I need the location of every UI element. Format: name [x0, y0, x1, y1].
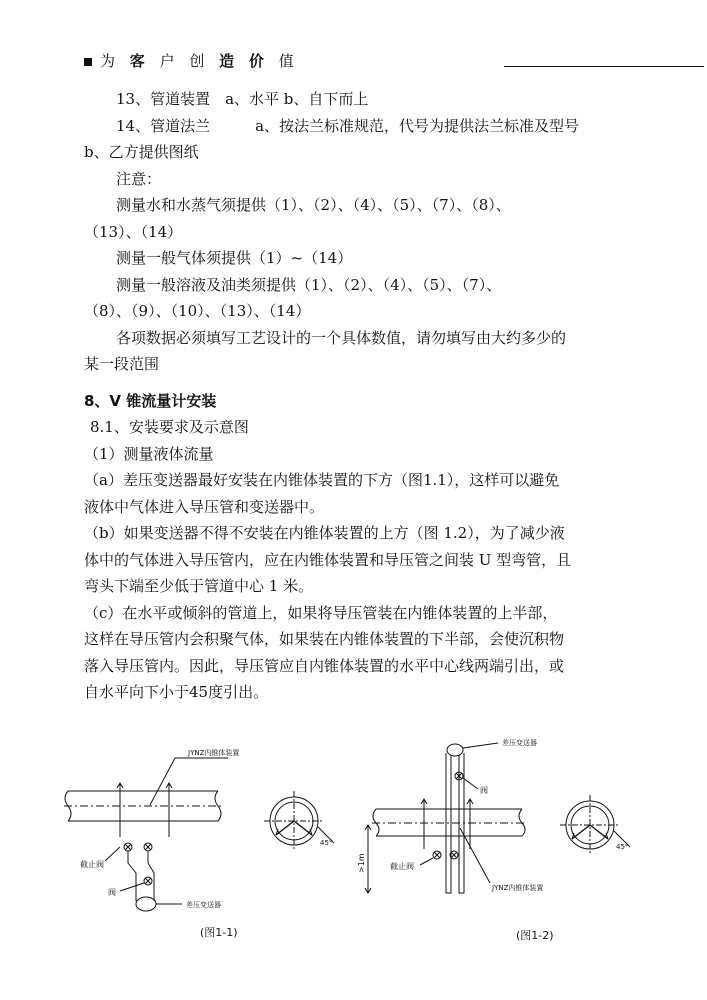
valve-mark	[434, 852, 440, 858]
valve-leader	[120, 883, 144, 891]
note-values-cont: 某一段范围	[84, 355, 160, 373]
note-gas: 测量一般气体须提供（1）~（14）	[116, 249, 353, 267]
cross-section-1	[264, 791, 334, 851]
note-values: 各项数据必须填写工艺设计的一个具体数值，请勿填写由大约多少的	[116, 328, 567, 347]
fig1-device-label: JYNZ内锥体装置	[188, 749, 240, 757]
note-water: 测量水和水蒸气须提供（1）、（2）、（4）、（5）、（7）、（8）、	[116, 196, 511, 214]
para-b-cont: 体中的气体进入导压管内，应在内锥体装置和导压管之间装 U 型弯管，且	[84, 550, 572, 569]
impulse-line-left	[128, 851, 136, 901]
fig1-valve: 阀	[108, 888, 116, 897]
slogan-part: 户 创	[149, 52, 220, 70]
fig1-caption: (图1-1)	[200, 926, 238, 939]
note-water-cont: （13）、（14）	[84, 222, 183, 241]
device-leader	[150, 758, 228, 805]
note-heading: 注意：	[116, 169, 162, 188]
para-c: （c）在水平或倾斜的管道上，如果将导压管装在内锥体装置的上半部，	[84, 603, 558, 622]
slogan-part: 造	[219, 52, 240, 70]
document-body	[84, 86, 632, 706]
section-8-title: 8、V 锥流量计安装	[84, 391, 217, 410]
slogan-part: 为	[100, 52, 130, 70]
item-13: 13、管道装置 a、水平 b、自下而上	[116, 90, 369, 108]
item-14-cont: b、乙方提供图纸	[84, 143, 199, 161]
arrow-head	[117, 783, 172, 788]
note-solution-cont: （8）、（9）、（10）、（13）、（14）	[84, 302, 311, 320]
installation-diagrams	[50, 733, 650, 953]
slogan-part: 价	[248, 52, 269, 70]
figure-1-2	[357, 738, 630, 942]
sub-1: （1）测量液体流量	[84, 444, 214, 463]
valve-leader	[420, 858, 433, 865]
para-b: （b）如果变送器不得不安装在内锥体装置的上方（图 1.2），为了减少液	[84, 524, 565, 542]
valve-mark	[145, 844, 151, 850]
transmitter	[447, 744, 463, 756]
header-rule	[504, 66, 704, 67]
note-solution: 测量一般溶液及油类须提供（1）、（2）、（4）、（5）、（7）、	[116, 275, 502, 294]
fig2-device-label: JYNZ内锥体装置	[492, 884, 544, 892]
valve-mark	[125, 844, 131, 850]
header-square-bullet	[84, 58, 92, 66]
fig2-stop-valve: 截止阀	[390, 862, 414, 871]
fig2-valve: 阀	[480, 786, 488, 795]
para-a: （a）差压变送器最好安装在内锥体装置的下方（图1.1），这样可以避免	[84, 471, 560, 489]
page-header	[84, 50, 624, 72]
para-c-cont: 这样在导压管内会积聚气体，如果装在内锥体装置的下半部，会使沉积物	[84, 630, 565, 648]
para-c-cont: 落入导压管内。因此，导压管应自内锥体装置的水平中心线两端引出，或	[84, 656, 565, 675]
fig1-transmitter: 差压变送器	[186, 901, 221, 909]
para-c-cont: 自水平向下小于45度引出。	[84, 683, 269, 701]
slogan-part: 值	[268, 52, 299, 70]
impulse-line-right	[148, 851, 154, 901]
arrow-head	[421, 799, 473, 804]
figure-1-1	[64, 748, 334, 939]
fig2-caption: (图1-2)	[516, 929, 554, 942]
valve-leader	[105, 847, 120, 861]
section-8-1: 8.1、安装要求及示意图	[90, 418, 249, 436]
item-14: 14、管道法兰 a、按法兰标准规范，代号为提供法兰标准及型号	[116, 116, 580, 135]
fig1-angle: 45°	[320, 839, 333, 847]
transmitter-leader	[463, 743, 498, 748]
fig2-angle: 45°	[616, 843, 629, 851]
valve-mark	[145, 878, 151, 884]
fig2-transmitter: 差压变送器	[502, 739, 537, 747]
valve-leader	[463, 778, 478, 789]
valve-mark	[451, 852, 457, 858]
fig1-stop-valve: 截止阀	[80, 860, 104, 869]
header-slogan	[100, 50, 299, 71]
para-b-cont: 弯头下端至少低于管道中心 1 米。	[84, 577, 314, 595]
slogan-part: 客	[129, 52, 150, 70]
fig2-height: >1m	[357, 853, 366, 873]
para-a-cont: 液体中气体进入导压管和变送器中。	[84, 497, 325, 516]
transmitter	[136, 897, 156, 911]
slogan-part	[239, 52, 249, 70]
cross-section-2	[560, 795, 630, 855]
